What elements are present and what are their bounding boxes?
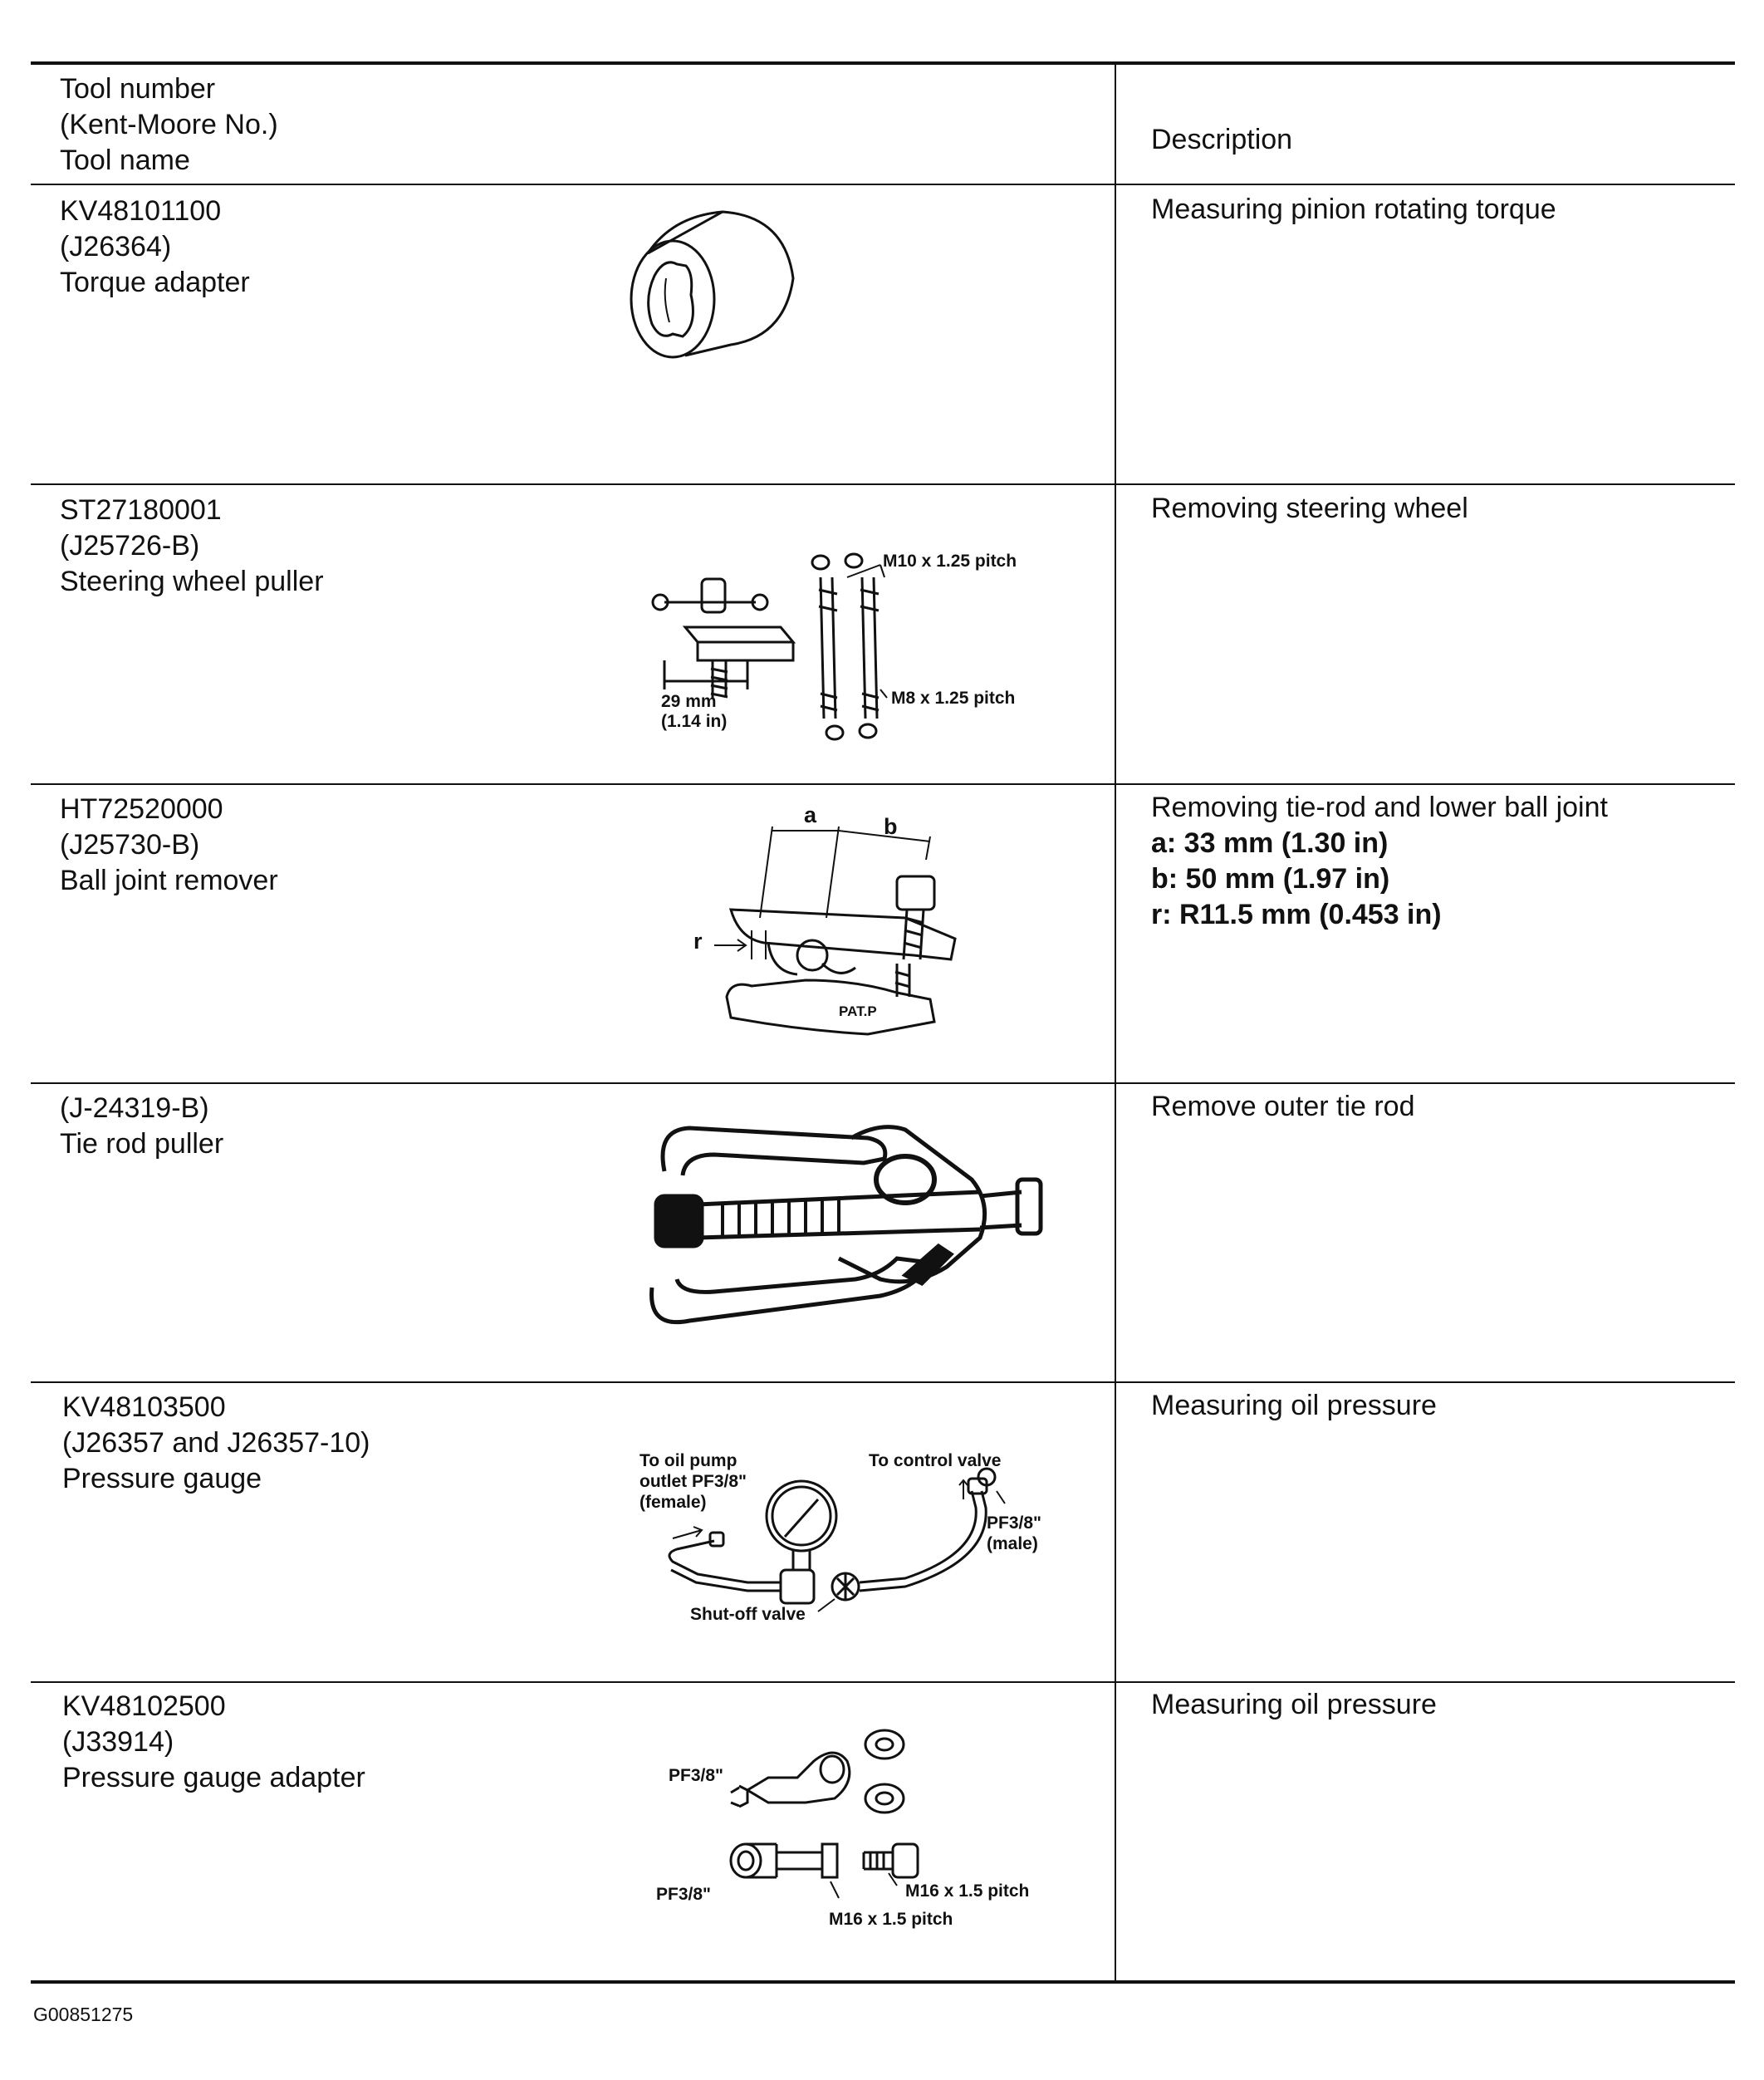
tool-number: HT72520000 bbox=[60, 793, 223, 825]
ball-joint-remover-icon bbox=[689, 793, 988, 1034]
tool-name: Torque adapter bbox=[60, 267, 250, 298]
document-code: G00851275 bbox=[33, 2004, 134, 2025]
kent-moore-number: (J26357 and J26357-10) bbox=[62, 1427, 370, 1459]
row-divider bbox=[31, 483, 1735, 485]
callout-label: PF3/8" bbox=[656, 1885, 711, 1904]
callout-label: M16 x 1.5 pitch bbox=[829, 1910, 953, 1929]
tool-name: Pressure gauge adapter bbox=[62, 1762, 365, 1793]
dimension-label-r: r bbox=[693, 929, 703, 954]
tool-description: Removing steering wheel bbox=[1151, 493, 1468, 524]
tool-name: Tie rod puller bbox=[60, 1128, 224, 1160]
tie-rod-puller-icon bbox=[631, 1113, 1063, 1329]
tool-number: ST27180001 bbox=[60, 494, 222, 526]
row-divider bbox=[31, 1381, 1735, 1383]
kent-moore-number: (J33914) bbox=[62, 1726, 174, 1758]
callout-label: Shut-off valve bbox=[690, 1605, 806, 1624]
header-description: Description bbox=[1151, 124, 1293, 155]
callout-label: outlet PF3/8" bbox=[639, 1472, 747, 1491]
row-divider bbox=[31, 1082, 1735, 1084]
torque-adapter-icon bbox=[615, 199, 814, 382]
pitch-label: M10 x 1.25 pitch bbox=[883, 552, 1017, 571]
callout-label: To oil pump bbox=[639, 1451, 737, 1470]
tool-description: Measuring pinion rotating torque bbox=[1151, 194, 1556, 225]
header-tool-number: Tool number bbox=[60, 73, 216, 105]
tool-description: Measuring oil pressure bbox=[1151, 1390, 1437, 1421]
callout-label: PF3/8" bbox=[669, 1766, 723, 1785]
kent-moore-number: (J25726-B) bbox=[60, 530, 200, 562]
header-divider bbox=[31, 184, 1735, 185]
tool-number: KV48102500 bbox=[62, 1690, 226, 1722]
tool-name: Pressure gauge bbox=[62, 1463, 262, 1494]
spec-b: b: 50 mm (1.97 in) bbox=[1151, 863, 1390, 895]
kent-moore-number: (J26364) bbox=[60, 231, 172, 262]
row-divider bbox=[31, 783, 1735, 785]
dimension-label-a: a bbox=[804, 802, 817, 827]
pitch-label: M8 x 1.25 pitch bbox=[891, 689, 1016, 708]
kent-moore-number: (J-24319-B) bbox=[60, 1092, 209, 1124]
spec-a: a: 33 mm (1.30 in) bbox=[1151, 827, 1389, 859]
callout-label: (female) bbox=[639, 1493, 707, 1512]
callout-label: PF3/8" bbox=[987, 1513, 1041, 1533]
patent-stamp: PAT.P bbox=[839, 1003, 877, 1019]
header-kent-moore: (Kent-Moore No.) bbox=[60, 109, 278, 140]
table-top-border bbox=[31, 61, 1735, 65]
tool-description: Removing tie-rod and lower ball joint bbox=[1151, 792, 1608, 823]
row-divider bbox=[31, 1681, 1735, 1683]
callout-label: To control valve bbox=[869, 1451, 1002, 1470]
dimension-label-b: b bbox=[884, 814, 898, 839]
dimension-label: 29 mm bbox=[661, 692, 717, 711]
tool-description: Measuring oil pressure bbox=[1151, 1689, 1437, 1720]
callout-label: M16 x 1.5 pitch bbox=[905, 1881, 1030, 1901]
tool-description: Remove outer tie rod bbox=[1151, 1091, 1415, 1122]
tool-number: KV48103500 bbox=[62, 1391, 226, 1423]
header-tool-name: Tool name bbox=[60, 145, 190, 176]
dimension-label: (1.14 in) bbox=[661, 712, 728, 731]
tool-name: Ball joint remover bbox=[60, 865, 278, 896]
tool-name: Steering wheel puller bbox=[60, 566, 324, 597]
callout-label: (male) bbox=[987, 1534, 1038, 1553]
spec-r: r: R11.5 mm (0.453 in) bbox=[1151, 899, 1442, 930]
kent-moore-number: (J25730-B) bbox=[60, 829, 200, 861]
tool-number: KV48101100 bbox=[60, 195, 222, 227]
table-bottom-border bbox=[31, 1980, 1735, 1984]
column-divider bbox=[1115, 63, 1116, 1982]
